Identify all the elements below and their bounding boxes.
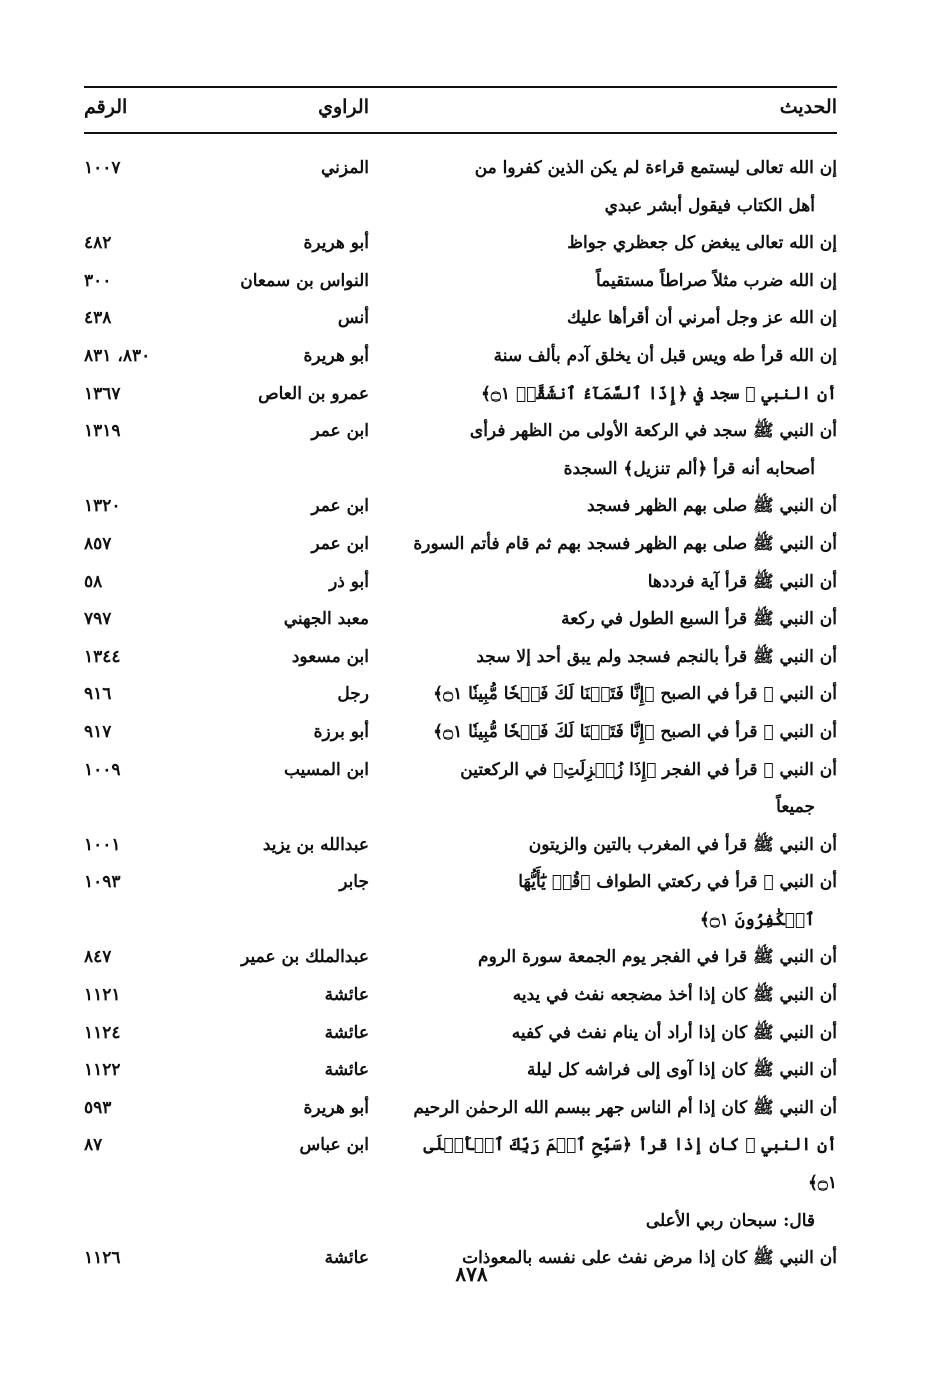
hadith-first-line: أن النبي ﷺ كان إذا أم الناس جهر ببسم الله الرحمٰن الرحيم [413,1097,837,1118]
hadith-text [407,714,837,752]
hadith-number-cell [84,864,199,902]
narrator: عائشة [324,985,369,1006]
hadith-first-line: أن النبي ﷺ قرأ في الصبح ﴿إِنَّا فَتَحۡنَا لَكَ فَتۡحٗا مُّبِينٗا ۝١﴾ [433,684,837,705]
hadith-number: ١١٢٤ [84,1022,121,1043]
hadith-first-line: أن النبي ﷺ قرأ في الفجر ﴿إِذَا زُلۡزِلَتِ﴾ في الركعتين [460,759,837,780]
table-row [84,526,837,564]
narrator: أنس [337,308,369,329]
narrator: ابن عباس [299,1135,369,1156]
hadith-first-line: أن النبي ﷺ كان إذا آوى إلى فراشه كل ليلة [526,1060,837,1081]
hadith-number: ٨٥٧ [84,533,112,554]
hadith-first-line: أن النبي ﷺ قرأ بالنجم فسجد ولم يبق أحد إلا سجد [476,646,837,667]
hadith-number-cell [84,676,199,714]
hadith-number: ١١٢٦ [84,1248,121,1269]
table-row [84,676,837,714]
narrator: عمرو بن العاص [258,383,369,404]
narrator: عائشة [324,1248,369,1269]
table-row [84,601,837,639]
hadith-continuation: جميعاً [776,797,815,818]
hadith-number: ٧٩٧ [84,609,112,630]
table-row [84,564,837,602]
hadith-text [407,977,837,1015]
hadith-number: ٤٣٨ [84,308,112,329]
hadith-number: ٨٧ [84,1135,103,1156]
narrator: ابن مسعود [291,646,369,667]
hadith-continuation: ٱلۡكَٰفِرُونَ ۝١﴾ [699,909,815,930]
hadith-number: ١٠٠٩ [84,759,121,780]
hadith-text [407,413,837,488]
hadith-first-line: أن النبي ﷺ كان إذا مرض نفث على نفسه بالمعوذات [462,1248,837,1269]
table-row [84,263,837,301]
narrator: ابن عمر [311,533,369,554]
hadith-text [407,639,837,677]
page-number: ٨٧٨ [455,1262,488,1286]
hadith-text [407,376,837,414]
hadith-first-line: أن النبي ﷺ قرأ في ركعتي الطواف ﴿قُلۡ يَٰٓأَيُّهَا [518,872,837,893]
hadith-number-cell [84,1052,199,1090]
narrator: عبدالملك بن عمير [241,947,369,968]
narrator: أبو هريرة [303,233,369,254]
hadith-first-line: أن النبي ﷺ قرأ في المغرب بالتين والزيتون [528,834,837,855]
hadith-first-line: أن النبي ﷺ قرأ السبع الطول في ركعة [561,609,837,630]
narrator: النواس بن سمعان [240,270,369,291]
hadith-number: ٤٨٢ [84,233,112,254]
hadith-number: ١١٢١ [84,985,121,1006]
hadith-number: ١٠٠٧ [84,158,121,178]
hadith-text [407,263,837,301]
table-row [84,1090,837,1128]
hadith-text [407,526,837,564]
hadith-first-line: أن النبي ﷺ صلى بهم الظهر فسجد بهم ثم قام فأتم السورة [413,533,837,554]
table-row [84,150,837,225]
narrator: عبدالله بن يزيد [262,834,369,855]
hadith-first-line: إن الله عز وجل أمرني أن أقرأها عليك [566,308,837,329]
hadith-number: ٩١٦ [84,684,112,705]
narrator: ابن عمر [311,496,369,517]
hadith-number-cell [84,1127,199,1165]
hadith-number-cell [84,827,199,865]
table-row [84,1127,837,1240]
hadith-number: ١٣٢٠ [84,496,121,517]
hadith-text [407,1052,837,1090]
hadith-number-cell [84,263,199,301]
hadith-number-cell [84,413,199,451]
hadith-first-line: إن الله تعالى ليستمع قراءة لم يكن الذين كفروا من [474,158,837,178]
hadith-first-line: أن النبي ﷺ قرأ آية فرددها [647,571,837,592]
hadith-text [407,300,837,338]
table-row [84,225,837,263]
narrator: أبو ذر [329,571,369,592]
hadith-number: ١٣٦٧ [84,383,121,404]
hadith-text [407,338,837,376]
narrator: ابن المسيب [283,759,369,780]
narrator: أبو برزة [313,721,369,742]
narrator: جابر [339,872,369,893]
hadith-first-line: إن الله قرأ طه ويس قبل أن يخلق آدم بألف سنة [493,345,837,366]
hadith-number-cell [84,752,199,790]
hadith-number: ٨٤٧ [84,947,112,968]
hadith-first-line: إن الله تعالى يبغض كل جعظري جواظ [567,233,837,254]
hadith-first-line: أن النبي ﷺ سجد في ﴿إِذَا ٱلسَّمَآءُ ٱنشَقَّتۡ ۝١﴾ [480,383,837,404]
hadith-number-cell [84,939,199,977]
hadith-number: ١١٢٢ [84,1060,121,1081]
hadith-first-line: أن النبي ﷺ سجد في الركعة الأولى من الظهر فرأى [469,421,837,442]
hadith-number: ١٠٩٣ [84,872,121,893]
narrator: ابن عمر [311,421,369,442]
hadith-number: ٣٠٠ [84,270,112,291]
table-row [84,714,837,752]
hadith-text [407,225,837,263]
hadith-number: ٨٣٠، ٨٣١ [84,345,151,366]
narrator: المزني [320,158,369,178]
hadith-text [407,1015,837,1053]
header-rawi: الراوي [318,96,369,118]
header-rule [84,132,837,134]
narrator: أبو هريرة [303,345,369,366]
hadith-text [407,827,837,865]
hadith-first-line: أن النبي ﷺ قرأ في الصبح ﴿إِنَّا فَتَحۡنَا لَكَ فَتۡحٗا مُّبِينٗا ۝١﴾ [433,721,837,742]
hadith-continuation: قال: سبحان ربي الأعلى [645,1210,815,1231]
hadith-first-line: أن النبي ﷺ كان إذا أراد أن ينام نفث في كفيه [511,1022,837,1043]
hadith-number-cell [84,1090,199,1128]
narrator: عائشة [324,1022,369,1043]
hadith-number: ١٣١٩ [84,421,121,442]
hadith-text [407,939,837,977]
hadith-number-cell [84,338,199,376]
table-row [84,752,837,827]
hadith-number-cell [84,300,199,338]
narrator: رجل [337,684,369,705]
hadith-first-line: أن النبي ﷺ قرا في الفجر يوم الجمعة سورة الروم [478,947,837,968]
hadith-first-line: أن النبي ﷺ كان إذا قرأ ﴿سَبِّحِ ٱسۡمَ رَبِّكَ ٱلۡأَعۡلَى ۝١﴾ [417,1135,837,1194]
hadith-first-line: إن الله ضرب مثلاً صراطاً مستقيماً [595,270,837,291]
hadith-number-cell [84,714,199,752]
table-row [84,977,837,1015]
table-row [84,338,837,376]
table-row [84,639,837,677]
hadith-text [407,488,837,526]
hadith-number: ٥٩٣ [84,1097,112,1118]
table-row [84,376,837,414]
hadith-number: ٩١٧ [84,721,112,742]
hadith-number-cell [84,977,199,1015]
hadith-text [407,752,837,827]
hadith-text [407,601,837,639]
table-row [84,300,837,338]
hadith-text [407,1127,837,1240]
hadith-continuation: أهل الكتاب فيقول أبشر عبدي [604,195,815,216]
hadith-first-line: أن النبي ﷺ صلى بهم الظهر فسجد [587,496,837,517]
hadith-text [407,864,837,939]
hadith-text [407,150,837,225]
hadith-number-cell [84,526,199,564]
table-row [84,488,837,526]
narrator: معبد الجهني [283,609,369,630]
hadith-first-line: أن النبي ﷺ كان إذا أخذ مضجعه نفث في يديه [512,985,837,1006]
hadith-number-cell [84,639,199,677]
hadith-number-cell [84,1015,199,1053]
hadith-number-cell [84,376,199,414]
table-row [84,864,837,939]
table-header [84,92,837,128]
hadith-number: ٥٨ [84,571,103,592]
table-row [84,1015,837,1053]
table-row [84,413,837,488]
hadith-number-cell [84,564,199,602]
header-number: الرقم [84,96,128,118]
hadith-number-cell [84,488,199,526]
narrator: عائشة [324,1060,369,1081]
narrator: أبو هريرة [303,1097,369,1118]
hadith-text [407,1090,837,1128]
hadith-number-cell [84,225,199,263]
top-rule [84,86,837,88]
table-row [84,1052,837,1090]
hadith-text [407,676,837,714]
hadith-continuation: أصحابه أنه قرأ ﴿ألم تنزيل﴾ السجدة [563,458,815,479]
hadith-number-cell [84,150,199,188]
table-row [84,939,837,977]
table-row [84,827,837,865]
header-hadith: الحديث [779,96,837,118]
hadith-number: ١٣٤٤ [84,646,121,667]
hadith-number-cell [84,601,199,639]
hadith-text [407,564,837,602]
hadith-index-table [84,150,837,1278]
hadith-number: ١٠٠١ [84,834,121,855]
